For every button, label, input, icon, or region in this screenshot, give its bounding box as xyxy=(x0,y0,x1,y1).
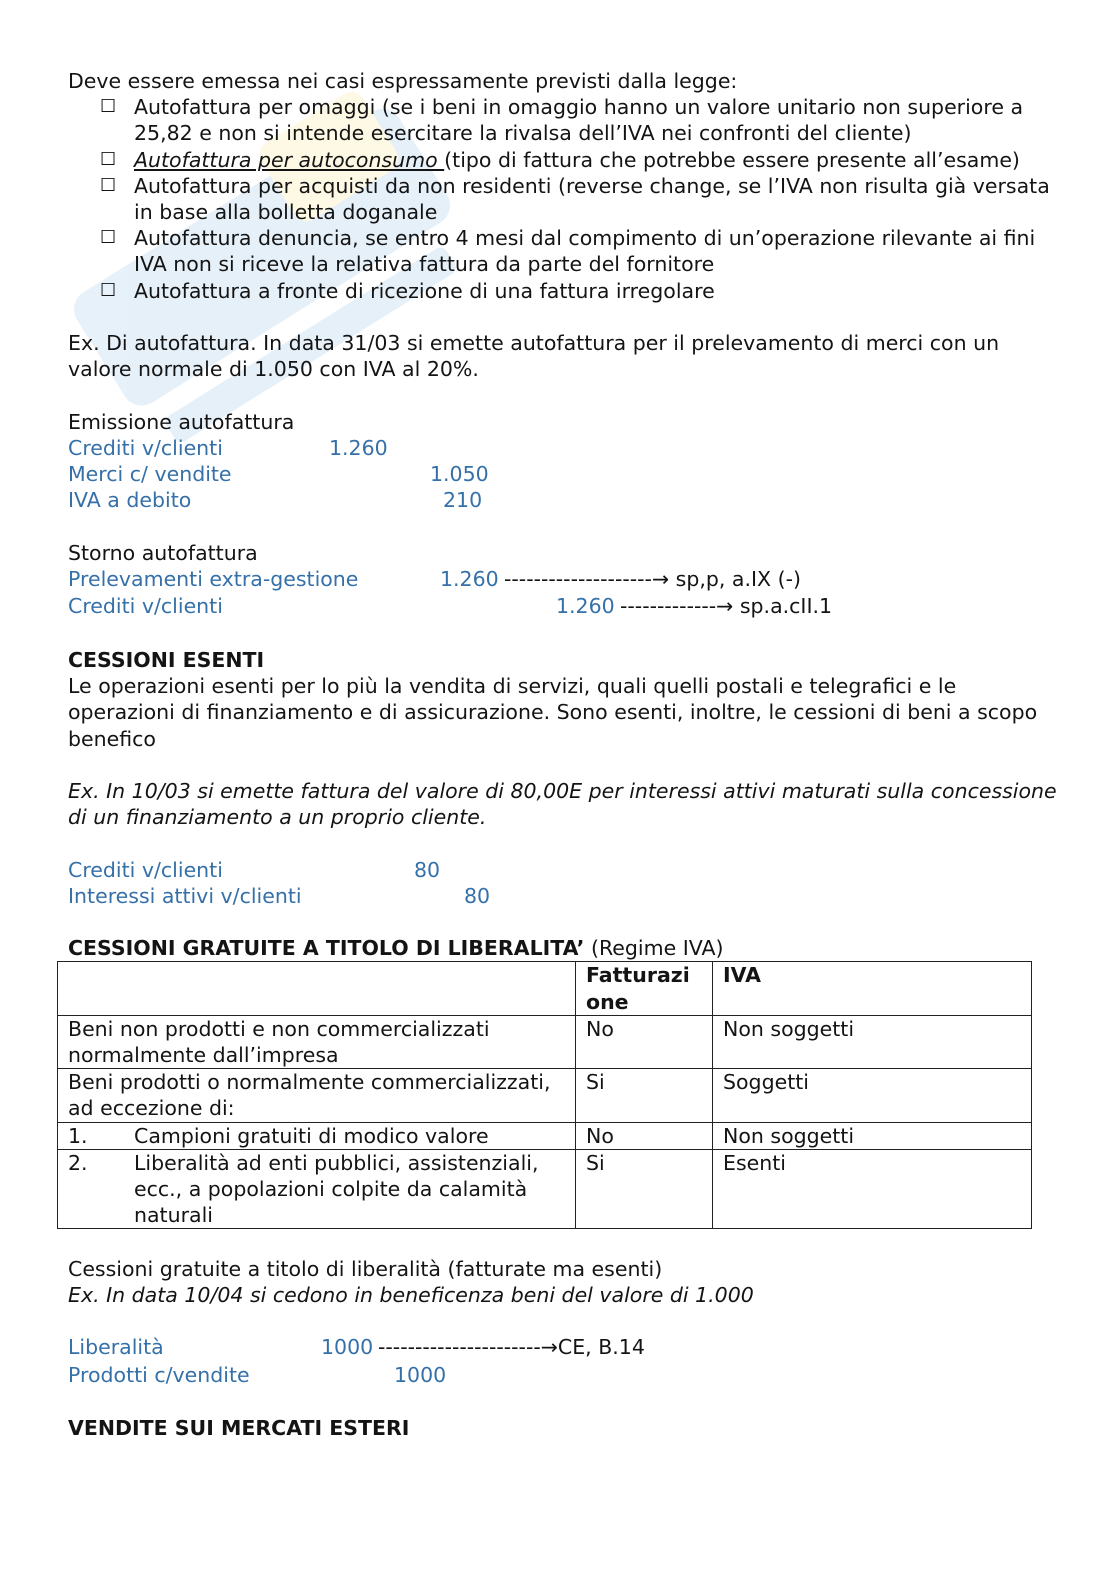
gratuite-note: Cessioni gratuite a titolo di liberalità (fatturate ma esenti) xyxy=(68,1256,663,1281)
example-autofattura: Ex. Di autofattura. In data 31/03 si emette autofattura per il prelevamento di merci con un valore normale di 1.050 con IVA al 20%. xyxy=(68,331,1000,382)
list-item: ☐ Autofattura per autoconsumo (tipo di fattura che potrebbe essere presente all’esame) xyxy=(100,147,1020,172)
entry-row: Crediti v/clienti 80 xyxy=(68,857,441,882)
regime-iva-table xyxy=(57,961,1032,1229)
table-row: Beni prodotti o normalmente commercializzati, ad eccezione di: Si Soggetti xyxy=(58,1069,1032,1122)
entry-row: Crediti v/clienti 1.260 xyxy=(68,435,388,460)
list-item: ☐ Autofattura per acquisti da non residenti (reverse change, se l’IVA non risulta già versata in base alla bolletta doganale xyxy=(100,173,1050,225)
intro-text: Deve essere emessa nei casi espressamente previsti dalla legge: xyxy=(68,69,738,93)
entry-row: Prodotti c/vendite 1000 xyxy=(68,1362,447,1387)
list-item: ☐ Autofattura per omaggi (se i beni in omaggio hanno un valore unitario non superiore a 25,82 e non si intende esercitare la rivalsa dell’IVA nei confronti del cliente) xyxy=(100,95,1024,146)
checkbox-icon: ☐ xyxy=(100,279,117,301)
list-item: ☐ Autofattura a fronte di ricezione di una fattura irregolare xyxy=(100,278,715,303)
cessioni-esenti-text: Le operazioni esenti per lo più la vendita di servizi, quali quelli postali e telegrafici e le operazioni di finanziamento e di assicurazione. Sono esenti, inoltre, le cessioni di beni a scopo benefico xyxy=(68,674,1038,751)
cessioni-esenti-heading: CESSIONI ESENTI xyxy=(68,647,265,672)
storno-title: Storno autofattura xyxy=(68,540,258,565)
entry-row: Prelevamenti extra-gestione 1.260 --------------------→ sp,p, a.IX (-) xyxy=(68,566,801,591)
checkbox-icon: ☐ xyxy=(100,174,117,196)
vendite-esteri-heading: VENDITE SUI MERCATI ESTERI xyxy=(68,1416,410,1441)
header-fatturazione: Fatturazione xyxy=(576,962,713,1015)
table-header-row xyxy=(58,962,1032,1015)
table-row: 1. Campioni gratuiti di modico valore No Non soggetti xyxy=(58,1122,1032,1149)
header-iva: IVA xyxy=(713,962,1032,1015)
table-row: Beni non prodotti e non commercializzati normalmente dall’impresa No Non soggetti xyxy=(58,1015,1032,1068)
emissione-title: Emissione autofattura xyxy=(68,409,295,434)
entry-row: Crediti v/clienti 1.260 -------------→ sp.a.cII.1 xyxy=(68,594,833,619)
gratuite-heading: CESSIONI GRATUITE A TITOLO DI LIBERALITA’ (Regime IVA) xyxy=(68,936,724,961)
list-item: ☐ Autofattura denuncia, se entro 4 mesi dal compimento di un’operazione rilevante ai fini IVA non si riceve la relativa fattura da parte del fornitore xyxy=(100,226,1036,277)
table-row: 2. Liberalità ad enti pubblici, assistenziali, ecc., a popolazioni colpite da calamità naturali Si Esenti xyxy=(58,1149,1032,1229)
checkbox-icon: ☐ xyxy=(100,227,117,249)
esenti-example: Ex. In 10/03 si emette fattura del valore di 80,00E per interessi attivi maturati sulla concessione di un finanziamento a un proprio cliente. xyxy=(68,778,1057,830)
entry-row: Merci c/ vendite 1.050 xyxy=(68,462,489,486)
entry-row: IVA a debito 210 xyxy=(68,488,483,513)
gratuite-example: Ex. In data 10/04 si cedono in beneficenza beni del valore di 1.000 xyxy=(68,1282,754,1307)
checkbox-icon: ☐ xyxy=(100,148,117,170)
entry-row: Interessi attivi v/clienti 80 xyxy=(68,883,491,908)
entry-row: Liberalità 1000 ----------------------→CE, B.14 xyxy=(68,1335,645,1360)
checkbox-icon: ☐ xyxy=(100,96,117,118)
autofattura-list xyxy=(68,94,1058,304)
